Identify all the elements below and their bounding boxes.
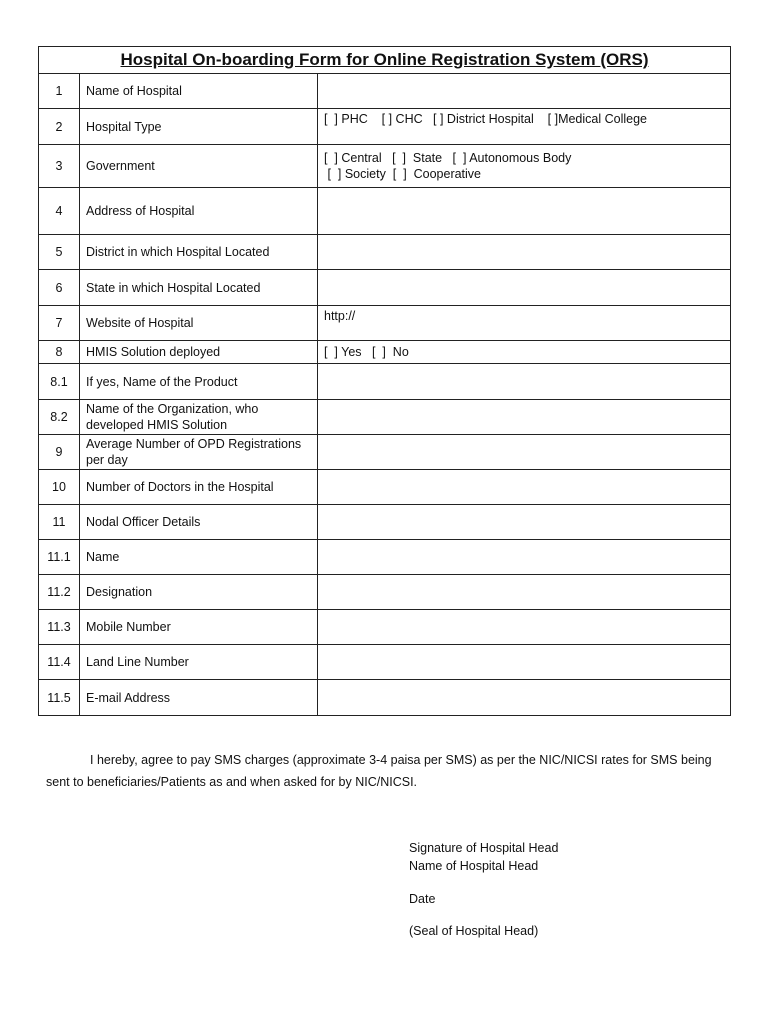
mobile-field[interactable] [318, 610, 731, 645]
product-name-field[interactable] [318, 364, 731, 400]
designation-field[interactable] [318, 575, 731, 610]
form-row-nodal-officer [39, 505, 731, 540]
row-label: HMIS Solution deployed [80, 341, 318, 364]
row-number: 11.3 [39, 610, 80, 645]
form-row-landline [39, 645, 731, 680]
row-label: E-mail Address [80, 680, 318, 716]
doctors-count-field[interactable] [318, 470, 731, 505]
district-field[interactable] [318, 235, 731, 270]
row-number: 5 [39, 235, 80, 270]
row-label: Average Number of OPD Registrations per day [80, 435, 318, 470]
name-label: Name of Hospital Head [409, 859, 539, 873]
row-number: 11.2 [39, 575, 80, 610]
form-row-hmis-organization [39, 400, 731, 435]
form-row-name-of-hospital [39, 74, 731, 109]
email-field[interactable] [318, 680, 731, 716]
row-label: State in which Hospital Located [80, 270, 318, 306]
row-number: 3 [39, 145, 80, 188]
row-number: 11.1 [39, 540, 80, 575]
row-label: Website of Hospital [80, 306, 318, 341]
form-title: Hospital On-boarding Form for Online Registration System (ORS) [39, 47, 731, 74]
row-label: Land Line Number [80, 645, 318, 680]
form-row-opd-registrations [39, 435, 731, 470]
date-label: Date [409, 892, 436, 906]
row-label: Name [80, 540, 318, 575]
form-row-mobile [39, 610, 731, 645]
form-row-state [39, 270, 731, 306]
row-number: 9 [39, 435, 80, 470]
onboarding-form-table [38, 46, 731, 716]
row-number: 11.4 [39, 645, 80, 680]
row-label: Government [80, 145, 318, 188]
row-number: 2 [39, 109, 80, 145]
nodal-officer-field [318, 505, 731, 540]
form-row-officer-name [39, 540, 731, 575]
form-row-website [39, 306, 731, 341]
signature-label: Signature of Hospital Head [409, 841, 559, 855]
hospital-type-options[interactable]: [ ] PHC [ ] CHC [ ] District Hospital [ ]Medical College [318, 109, 731, 145]
row-label: Address of Hospital [80, 188, 318, 235]
form-row-address [39, 188, 731, 235]
address-field[interactable] [318, 188, 731, 235]
state-field[interactable] [318, 270, 731, 306]
row-label: Number of Doctors in the Hospital [80, 470, 318, 505]
row-number: 7 [39, 306, 80, 341]
row-label: Designation [80, 575, 318, 610]
row-label: Name of Hospital [80, 74, 318, 109]
row-number: 6 [39, 270, 80, 306]
hmis-organization-field[interactable] [318, 400, 731, 435]
signature-block [409, 839, 558, 940]
row-number: 1 [39, 74, 80, 109]
form-row-hmis-deployed [39, 341, 731, 364]
website-field[interactable]: http:// [318, 306, 731, 341]
government-options[interactable]: [ ] Central [ ] State [ ] Autonomous Body [ ] Society [ ] Cooperative [318, 145, 731, 188]
opd-registrations-field[interactable] [318, 435, 731, 470]
landline-field[interactable] [318, 645, 731, 680]
form-row-doctors-count [39, 470, 731, 505]
seal-label: (Seal of Hospital Head) [409, 924, 539, 938]
row-number: 8.1 [39, 364, 80, 400]
row-label: District in which Hospital Located [80, 235, 318, 270]
row-label: Name of the Organization, who developed HMIS Solution [80, 400, 318, 435]
form-row-district [39, 235, 731, 270]
row-number: 11 [39, 505, 80, 540]
row-number: 10 [39, 470, 80, 505]
hospital-name-field[interactable] [318, 74, 731, 109]
form-row-designation [39, 575, 731, 610]
row-label: Hospital Type [80, 109, 318, 145]
row-number: 11.5 [39, 680, 80, 716]
form-row-product-name [39, 364, 731, 400]
sms-charges-declaration: I hereby, agree to pay SMS charges (approximate 3-4 paisa per SMS) as per the NIC/NICSI rates for SMS being sent to beneficiaries/Patients as and when asked for by NIC/NICSI. [46, 753, 712, 789]
row-number: 4 [39, 188, 80, 235]
row-label: If yes, Name of the Product [80, 364, 318, 400]
form-row-government [39, 145, 731, 188]
form-row-email [39, 680, 731, 716]
form-row-hospital-type [39, 109, 731, 145]
row-label: Mobile Number [80, 610, 318, 645]
officer-name-field[interactable] [318, 540, 731, 575]
row-number: 8 [39, 341, 80, 364]
hmis-deployed-options[interactable]: [ ] Yes [ ] No [318, 341, 731, 364]
row-number: 8.2 [39, 400, 80, 435]
row-label: Nodal Officer Details [80, 505, 318, 540]
